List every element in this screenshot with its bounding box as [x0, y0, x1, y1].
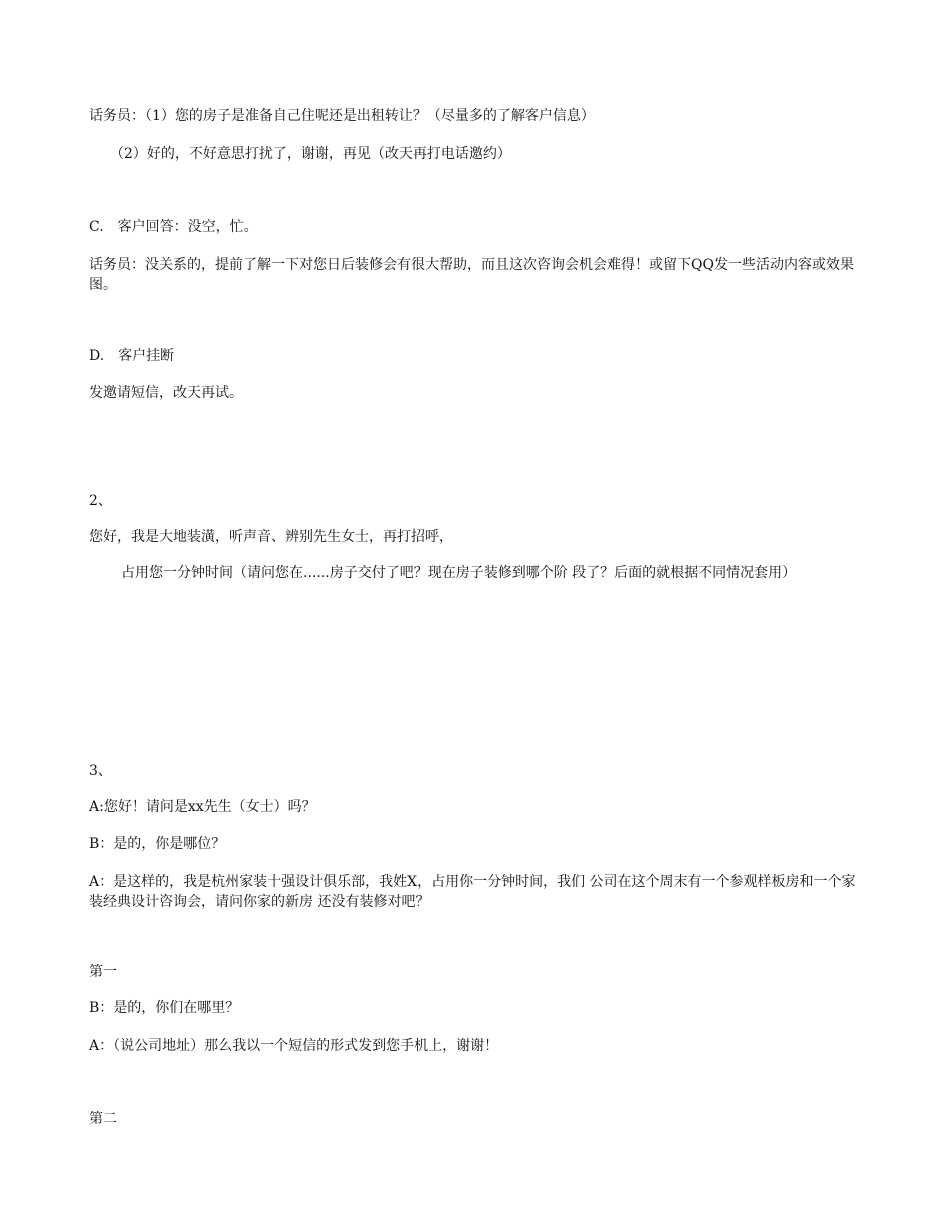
subheading-first: 第一 [89, 964, 117, 980]
section-heading-3: 3、 [89, 763, 112, 779]
paragraph-polite-closing: （2）好的，不好意思打扰了，谢谢，再见（改天再打电话邀约） [110, 146, 511, 162]
paragraph-operator-response-c: 话务员：没关系的，提前了解一下对您日后装修会有很大帮助，而且这次咨询会机会难得！或留下QQ发一些活动内容或效果图。 [89, 257, 854, 293]
paragraph-dialog-b2: B：是的，你们在哪里？ [89, 1000, 240, 1016]
paragraph-operator-question: 话务员：（1）您的房子是准备自己住呢还是出租转让？（尽量多的了解客户信息） [89, 108, 595, 124]
subheading-second: 第二 [89, 1111, 117, 1127]
paragraph-dialog-b1: B：是的，你是哪位？ [89, 836, 226, 852]
paragraph-case-d: D. 客户挂断 [89, 348, 175, 364]
section-heading-2: 2、 [89, 493, 112, 509]
paragraph-dialog-a3: A：（说公司地址）那么我以一个短信的形式发到您手机上，谢谢！ [89, 1038, 499, 1054]
paragraph-one-minute: 占用您一分钟时间（请问您在......房子交付了吧？现在房子装修到哪个阶 段了？后面的就根据不同情况套用） [121, 565, 797, 581]
paragraph-dialog-a2: A：是这样的，我是杭州家装十强设计俱乐部，我姓X，占用你一分钟时间，我们 公司在这个周末有一个参观样板房和一个家装经典设计咨询会，请问你家的新房 还没有装修对吧？ [89, 874, 856, 910]
paragraph-send-sms: 发邀请短信，改天再试。 [89, 385, 243, 401]
paragraph-case-c: C. 客户回答：没空，忙。 [89, 219, 258, 235]
paragraph-greeting: 您好，我是大地装潢，听声音、辨别先生女士，再打招呼， [89, 529, 453, 545]
paragraph-dialog-a1: A:您好！请问是xx先生（女士）吗？ [89, 799, 316, 815]
